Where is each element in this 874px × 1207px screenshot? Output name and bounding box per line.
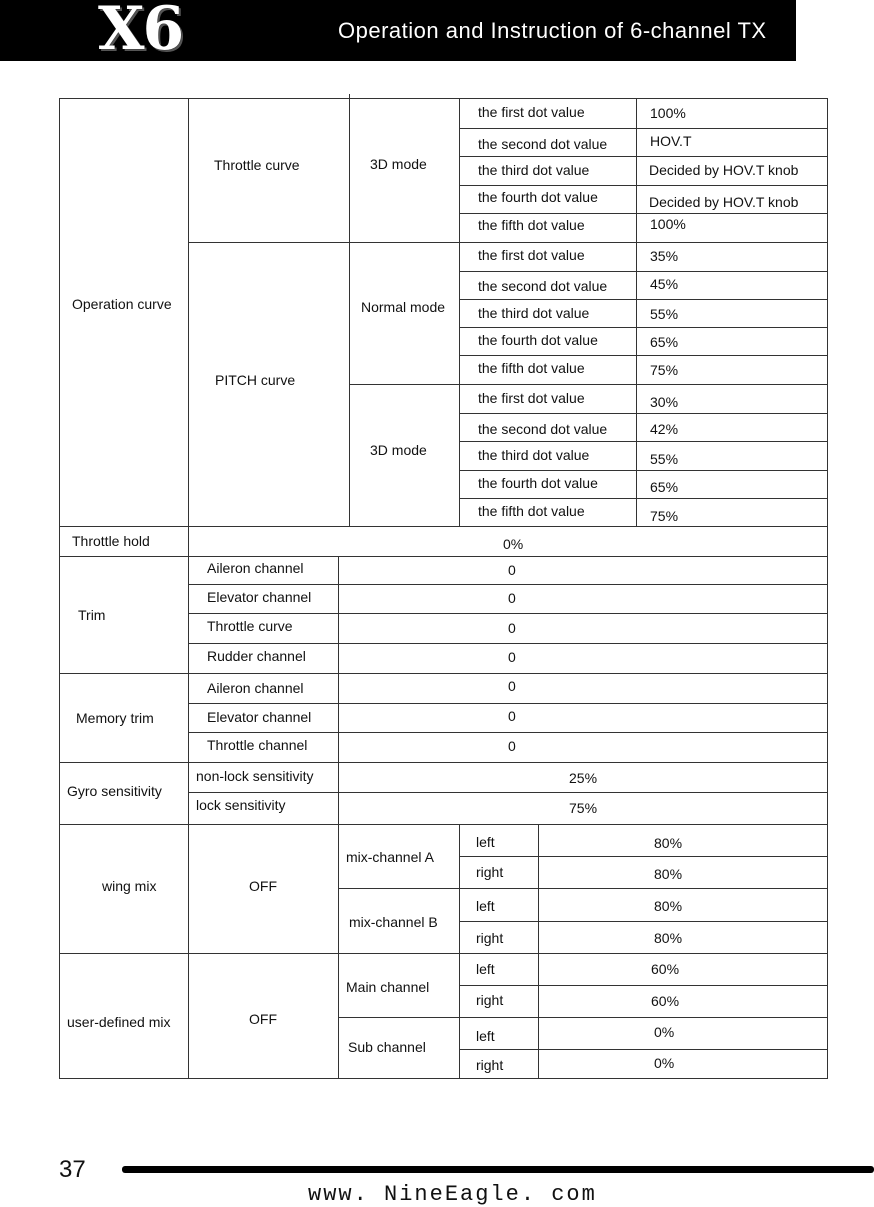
mix-b-right-value: 80% [654, 930, 683, 946]
p3-val-2: 42% [650, 421, 679, 437]
trim-channel-2: Elevator channel [207, 589, 312, 605]
trim-channel-4: Rudder channel [207, 648, 306, 664]
memory-channel-1: Aileron channel [207, 680, 304, 696]
page-header [0, 0, 796, 64]
tc-dot-2: the second dot value [478, 136, 608, 152]
tc-val-2: HOV.T [650, 133, 692, 149]
operation-curve-label: Operation curve [72, 296, 172, 312]
pn-val-3: 55% [650, 306, 679, 322]
trim-value-2: 0 [508, 590, 516, 606]
gyro-type-2: lock sensitivity [196, 797, 286, 813]
p3-dot-5: the fifth dot value [478, 503, 585, 519]
pn-val-5: 75% [650, 362, 679, 378]
x6-logo: X6 [98, 0, 183, 64]
trim-value-1: 0 [508, 562, 516, 578]
tc-val-1: 100% [650, 105, 686, 121]
trim-label: Trim [78, 607, 106, 623]
user-mix-label: user-defined mix [67, 1014, 171, 1030]
trim-value-4: 0 [508, 649, 516, 665]
pn-dot-2: the second dot value [478, 278, 608, 294]
wing-mix-state: OFF [249, 878, 277, 894]
mix-channel-a-label: mix-channel A [346, 849, 434, 865]
pn-dot-1: the first dot value [478, 247, 585, 263]
gyro-label: Gyro sensitivity [67, 783, 162, 799]
sub-right-label: right [476, 1057, 504, 1073]
pitch-curve-label: PITCH curve [215, 372, 296, 388]
user-mix-state: OFF [249, 1011, 277, 1027]
memory-channel-3: Throttle channel [207, 737, 308, 753]
page-number: 37 [59, 1156, 86, 1183]
gyro-type-1: non-lock sensitivity [196, 768, 314, 784]
trim-channel-3: Throttle curve [207, 618, 293, 634]
gyro-value-1: 25% [569, 770, 598, 786]
gyro-value-2: 75% [569, 800, 598, 816]
mix-channel-b-label: mix-channel B [349, 914, 438, 930]
pn-val-4: 65% [650, 334, 679, 350]
tc-dot-3: the third dot value [478, 162, 590, 178]
pitch-3d-mode-label: 3D mode [370, 442, 427, 458]
tc-val-3: Decided by HOV.T knob [649, 162, 799, 178]
memory-trim-label: Memory trim [76, 710, 154, 726]
sub-left-label: left [476, 1028, 495, 1044]
mix-a-right-label: right [476, 864, 504, 880]
header-title: Operation and Instruction of 6-channel TX [338, 18, 767, 43]
main-channel-label: Main channel [346, 979, 430, 995]
pn-val-1: 35% [650, 248, 679, 264]
p3-val-5: 75% [650, 508, 679, 524]
memory-value-2: 0 [508, 708, 516, 724]
mix-b-right-label: right [476, 930, 504, 946]
memory-value-1: 0 [508, 678, 516, 694]
p3-dot-2: the second dot value [478, 421, 608, 437]
pn-val-2: 45% [650, 276, 679, 292]
throttle-hold-label: Throttle hold [72, 533, 150, 549]
p3-dot-1: the first dot value [478, 390, 585, 406]
sub-right-value: 0% [654, 1055, 675, 1071]
mix-a-left-label: left [476, 834, 495, 850]
tc-dot-1: the first dot value [478, 104, 585, 120]
sub-channel-label: Sub channel [348, 1039, 426, 1055]
memory-value-3: 0 [508, 738, 516, 754]
trim-value-3: 0 [508, 620, 516, 636]
pn-dot-3: the third dot value [478, 305, 590, 321]
sub-left-value: 0% [654, 1024, 675, 1040]
main-right-label: right [476, 992, 504, 1008]
mix-a-right-value: 80% [654, 866, 683, 882]
throttle-hold-value: 0% [503, 536, 524, 552]
tc-dot-5: the fifth dot value [478, 217, 585, 233]
main-left-label: left [476, 961, 495, 977]
tc-val-5: 100% [650, 216, 686, 232]
memory-channel-2: Elevator channel [207, 709, 312, 725]
tc-dot-4: the fourth dot value [478, 189, 598, 205]
mix-a-left-value: 80% [654, 835, 683, 851]
p3-dot-3: the third dot value [478, 447, 590, 463]
mix-b-left-value: 80% [654, 898, 683, 914]
normal-mode-label: Normal mode [361, 299, 446, 315]
main-right-value: 60% [651, 993, 680, 1009]
p3-dot-4: the fourth dot value [478, 475, 598, 491]
footer-divider [122, 1166, 874, 1173]
main-left-value: 60% [651, 961, 680, 977]
pn-dot-5: the fifth dot value [478, 360, 585, 376]
p3-val-1: 30% [650, 394, 679, 410]
footer-url: www. NineEagle. com [308, 1182, 597, 1207]
throttle-curve-label: Throttle curve [214, 157, 300, 173]
throttle-3d-mode-label: 3D mode [370, 156, 427, 172]
p3-val-3: 55% [650, 451, 679, 467]
tc-val-4: Decided by HOV.T knob [649, 194, 799, 210]
mix-b-left-label: left [476, 898, 495, 914]
wing-mix-label: wing mix [102, 878, 157, 894]
pn-dot-4: the fourth dot value [478, 332, 598, 348]
p3-val-4: 65% [650, 479, 679, 495]
trim-channel-1: Aileron channel [207, 560, 304, 576]
